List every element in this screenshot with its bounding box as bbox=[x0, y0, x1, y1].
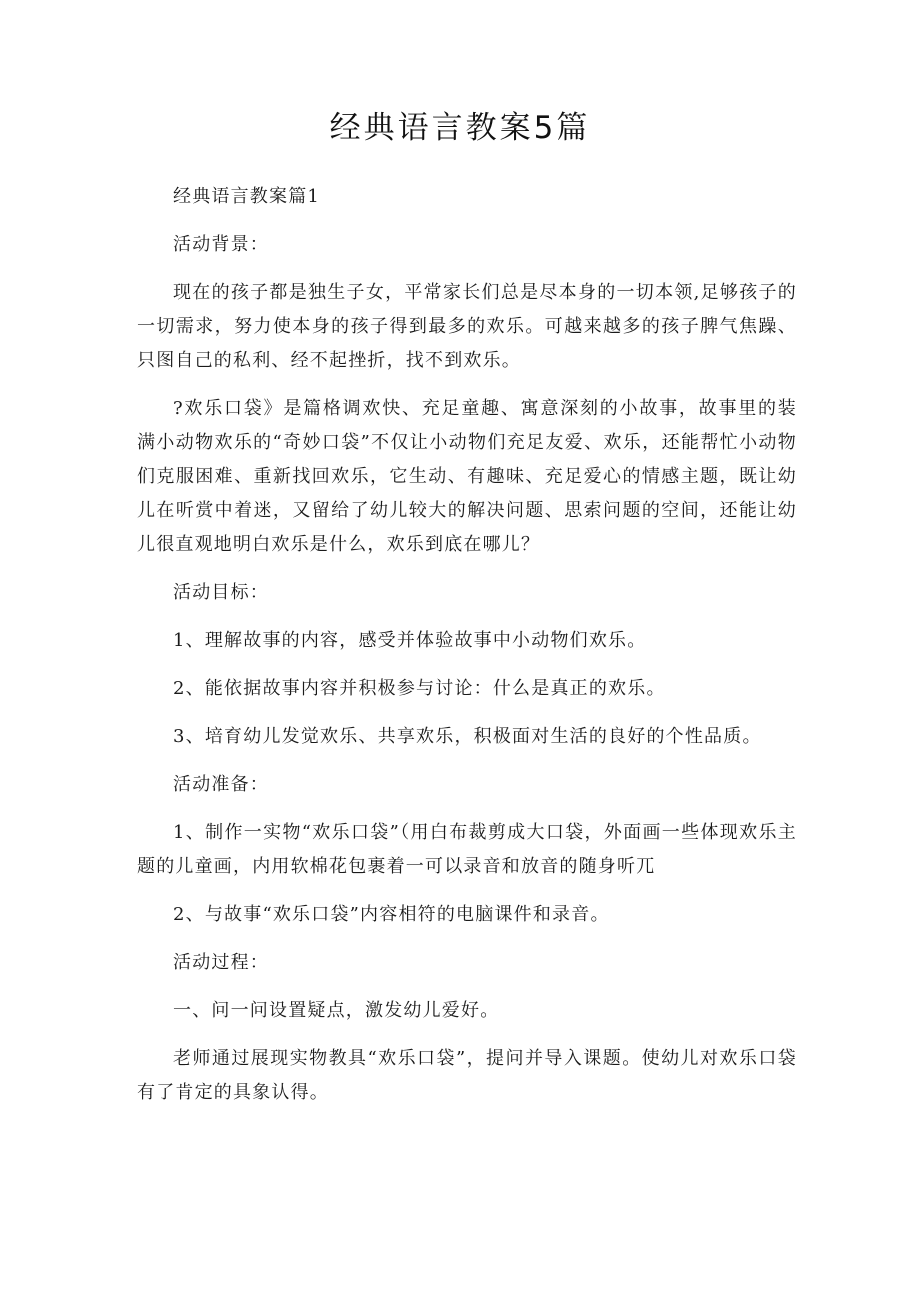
subheading-preparation: 活动准备： bbox=[173, 774, 269, 795]
paragraph: 现在的孩子都是独生子女，平常家长们总是尽本身的一切本领,足够孩子的一切需求，努力使本身的孩子得到最多的欢乐。可越来越多的孩子脾气焦躁、只图自己的私利、经不起挫折，找不到欢乐。 bbox=[137, 282, 797, 371]
subheading-background: 活动背景： bbox=[173, 234, 269, 255]
subheading-process: 活动过程： bbox=[173, 952, 269, 973]
list-item: 2、与故事“欢乐口袋”内容相符的电脑课件和录音。 bbox=[173, 904, 610, 925]
list-item: 一、问一问设置疑点，激发幼儿爱好。 bbox=[173, 1000, 500, 1021]
document-title: 经典语言教案5篇 bbox=[329, 110, 591, 146]
list-item: 1、理解故事的内容，感受并体验故事中小动物们欢乐。 bbox=[173, 630, 647, 651]
list-item: 2、能依据故事内容并积极参与讨论：什么是真正的欢乐。 bbox=[173, 678, 666, 699]
paragraph: ?欢乐口袋》是篇格调欢快、充足童趣、寓意深刻的小故事，故事里的装满小动物欢乐的“奇妙口袋”不仅让小动物们充足友爱、欢乐，还能帮忙小动物们克服困难、重新找回欢乐，它生动、有趣味、充足爱心的情感主题，既让幼儿在听赏中着迷，又留给了幼儿较大的解决问题、思索问题的空间，还能让幼儿很直观地明白欢乐是什么，欢乐到底在哪儿？ bbox=[137, 398, 797, 555]
list-item: 3、培育幼儿发觉欢乐、共享欢乐，积极面对生活的良好的个性品质。 bbox=[173, 726, 762, 747]
paragraph: 老师通过展现实物教具“欢乐口袋”，提问并导入课题。使幼儿对欢乐口袋有了肯定的具象认得。 bbox=[137, 1048, 797, 1103]
section-heading: 经典语言教案篇1 bbox=[173, 186, 321, 207]
subheading-goals: 活动目标： bbox=[173, 582, 269, 603]
list-item: 1、制作一实物“欢乐口袋”（用白布裁剪成大口袋，外面画一些体现欢乐主题的儿童画，内用软棉花包裹着一可以录音和放音的随身听兀 bbox=[137, 822, 797, 877]
document-body bbox=[137, 180, 797, 1124]
